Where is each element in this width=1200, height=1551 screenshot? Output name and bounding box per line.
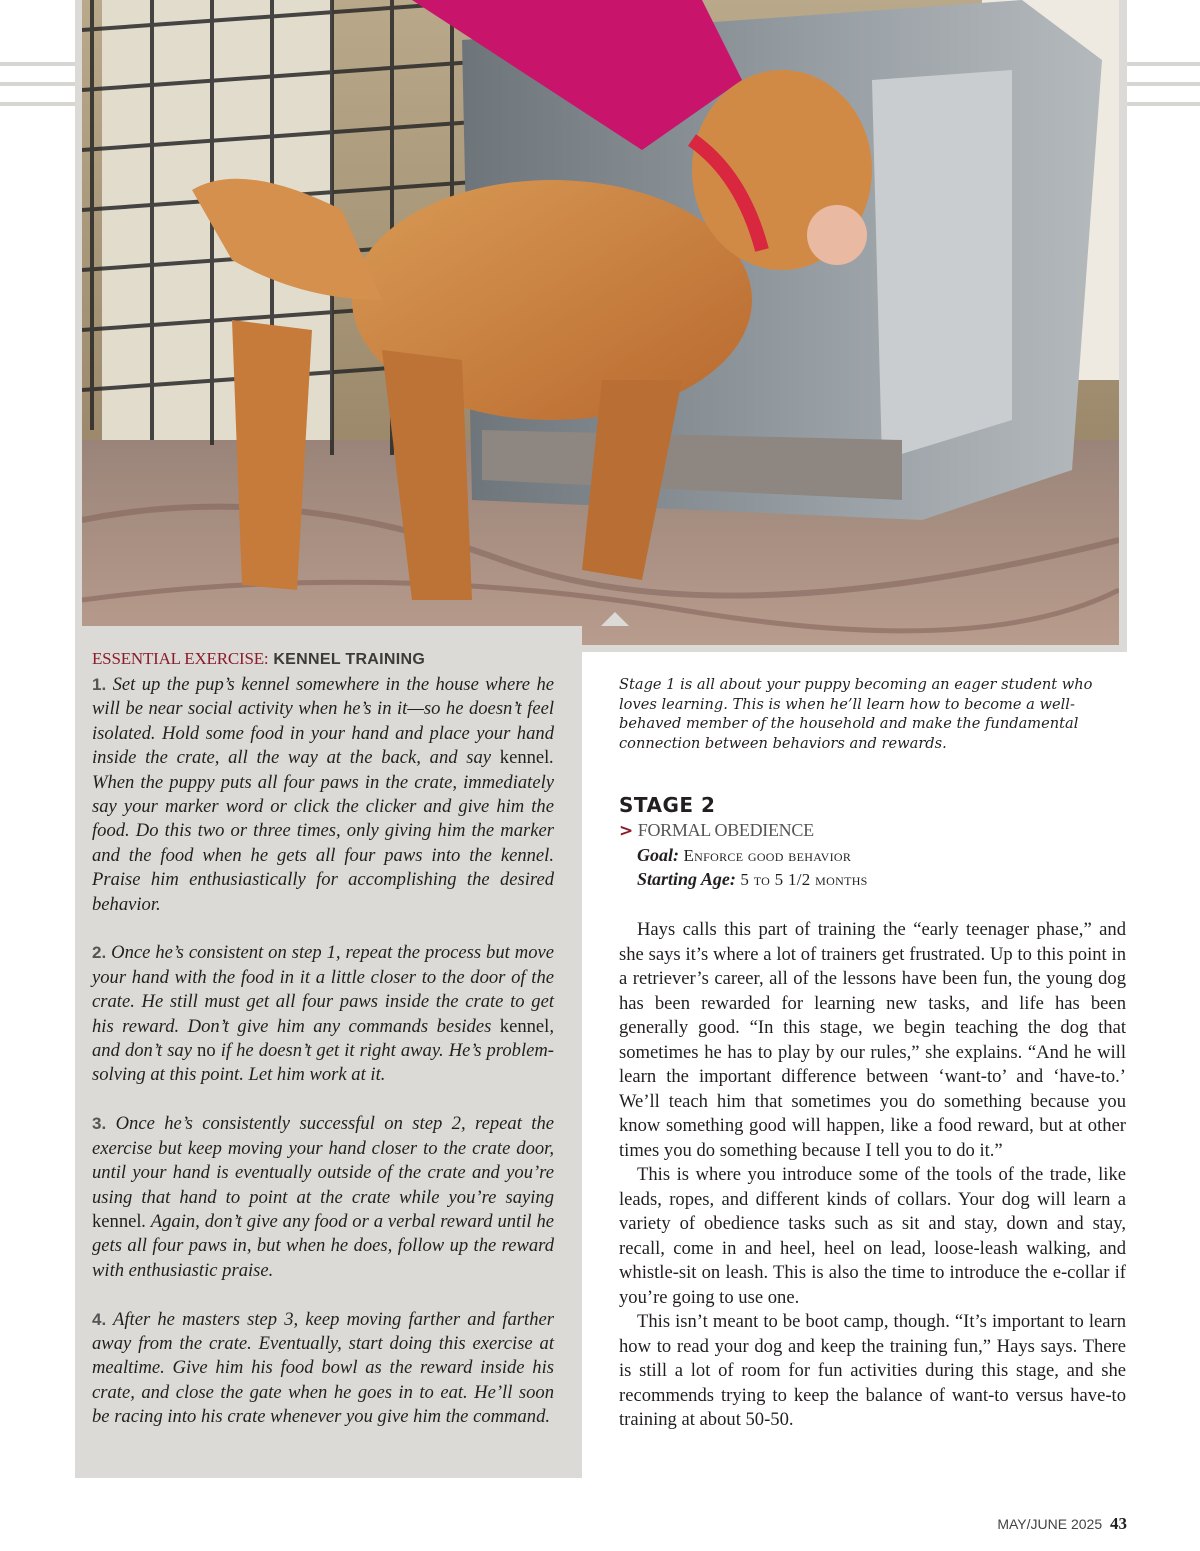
- goal-value: Enforce good behavior: [683, 846, 852, 865]
- step-4: [92, 1308, 554, 1430]
- stage-subtitle-text: FORMAL OBEDIENCE: [637, 820, 814, 840]
- page-number: 43: [1110, 1514, 1127, 1533]
- command-word: no: [197, 1040, 216, 1062]
- photo-illustration: [82, 0, 1119, 645]
- starting-age-value: 5 to 5 1/2 months: [740, 870, 868, 889]
- starting-age-label: Starting Age:: [637, 869, 736, 889]
- command-word: kennel: [499, 747, 550, 769]
- step-1: [92, 673, 554, 917]
- command-word: kennel: [92, 1210, 142, 1232]
- step-text: Once he’s consistently successful on step 2, repeat the exercise but keep moving your hand closer to the crate door, until your hand is eventually outside of the crate and you’re using that hand to point at the crate while you’re saying: [92, 1113, 554, 1208]
- edge-rule-left-2: [0, 82, 75, 86]
- step-text: if he doesn’t get it right away. He’s problem-solving at this point. Let him work at it.: [92, 1040, 554, 1086]
- sidebar-heading: [92, 648, 554, 671]
- edge-rule-left-1: [0, 62, 75, 66]
- body-paragraph: This isn’t meant to be boot camp, though. “It’s important to learn how to read your dog and keep the training fun,” Hays says. There is still a lot of room for fun activities during this stage, and she recommends trying to keep the balance of want-to versus have-to training at about 50-50.: [619, 1311, 1126, 1430]
- kennel-training-sidebar: [75, 626, 582, 1478]
- puppy-crate-photo: [82, 0, 1119, 645]
- step-3: [92, 1112, 554, 1283]
- photo-frame: [75, 0, 1127, 652]
- edge-rule-left-3: [0, 102, 75, 106]
- edge-rule-right-3: [1127, 102, 1200, 106]
- step-number: 1.: [92, 675, 107, 694]
- step-number: 3.: [92, 1114, 107, 1134]
- step-number: 2.: [92, 943, 107, 963]
- step-text: After he masters step 3, keep moving farther and farther away from the crate. Eventually, start doing this exercise at mealtime. Give him his food bowl as the reward inside his crate, and close the gate when he goes in to eat. He’ll soon be racing into his crate whenever you give him the command.: [92, 1308, 554, 1428]
- step-text: , and don’t say: [92, 1015, 554, 1062]
- step-number: 4.: [92, 1309, 107, 1329]
- photo-caption: Stage 1 is all about your puppy becoming an eager student who loves learning. This is when he’ll learn how to become a well-behaved member of the household and make the fundamental connection between behaviors and rewards.: [619, 676, 1093, 752]
- photo-notch: [601, 612, 629, 626]
- goal-label: Goal:: [637, 845, 679, 865]
- edge-rule-right-1: [1127, 62, 1200, 66]
- step-2: [92, 941, 554, 1087]
- sidebar-heading-tail: KENNEL TRAINING: [273, 651, 426, 668]
- starting-age-line: [637, 869, 868, 890]
- sidebar-heading-lead: ESSENTIAL EXERCISE:: [92, 649, 269, 668]
- goal-line: [637, 845, 851, 866]
- body-paragraph: This is where you introduce some of the tools of the trade, like leads, ropes, and different kinds of collars. Your dog will learn a variety of obedience tasks such as sit and stay, down and stay, recall, come in and heel, heel on lead, loose-leash walking, and whistle-sit on leash. This is also the time to introduce the e-collar if you’re going to use one.: [619, 1164, 1126, 1308]
- step-text: Set up the pup’s kennel somewhere in the house where he will be near social activity when he’s in it—so he doesn’t feel isolated. Hold some food in your hand and place your hand inside the crate, all the way at the back, and say: [92, 674, 554, 769]
- command-word: kennel: [499, 1015, 550, 1037]
- article-body: [619, 918, 1126, 1433]
- chevron-right-icon: >: [619, 821, 634, 841]
- folio: [997, 1514, 1127, 1534]
- stage-subtitle: [619, 820, 814, 841]
- issue-date: MAY/JUNE 2025: [997, 1516, 1103, 1532]
- step-text: . When the puppy puts all four paws in the crate, immediately say your marker word or click the clicker and give him the food. Do this two or three times, only giving him the marker and the food when he gets all four paws into the kennel. Praise him enthusiastically for accomplishing the desired behavior.: [92, 747, 554, 915]
- step-text: . Again, don’t give any food or a verbal reward until he gets all four paws in, but when he does, follow up the reward with enthusiastic praise.: [92, 1210, 554, 1281]
- edge-rule-right-2: [1127, 82, 1200, 86]
- step-text: Once he’s consistent on step 1, repeat the process but move your hand with the food in it a little closer to the door of the crate. He still must get all four paws inside the crate to get his reward. Don’t give him any commands besides: [92, 942, 554, 1037]
- body-paragraph: Hays calls this part of training the “early teenager phase,” and she says it’s where a lot of trainers get frustrated. Up to this point in a retriever’s career, all of the lessons have been fun, the young dog has been rewarded for learning new tasks, and life has been generally good. “In this stage, we begin teaching the dog that sometimes he has to play by our rules,” she explains. “And he will learn the important difference between ‘want-to’ and ‘have-to.’ We’ll teach him that sometimes you do something because you know something good will happen, like a food reward, but at other times you do something because I tell you to do it.”: [619, 919, 1126, 1161]
- stage-title: STAGE 2: [619, 793, 716, 817]
